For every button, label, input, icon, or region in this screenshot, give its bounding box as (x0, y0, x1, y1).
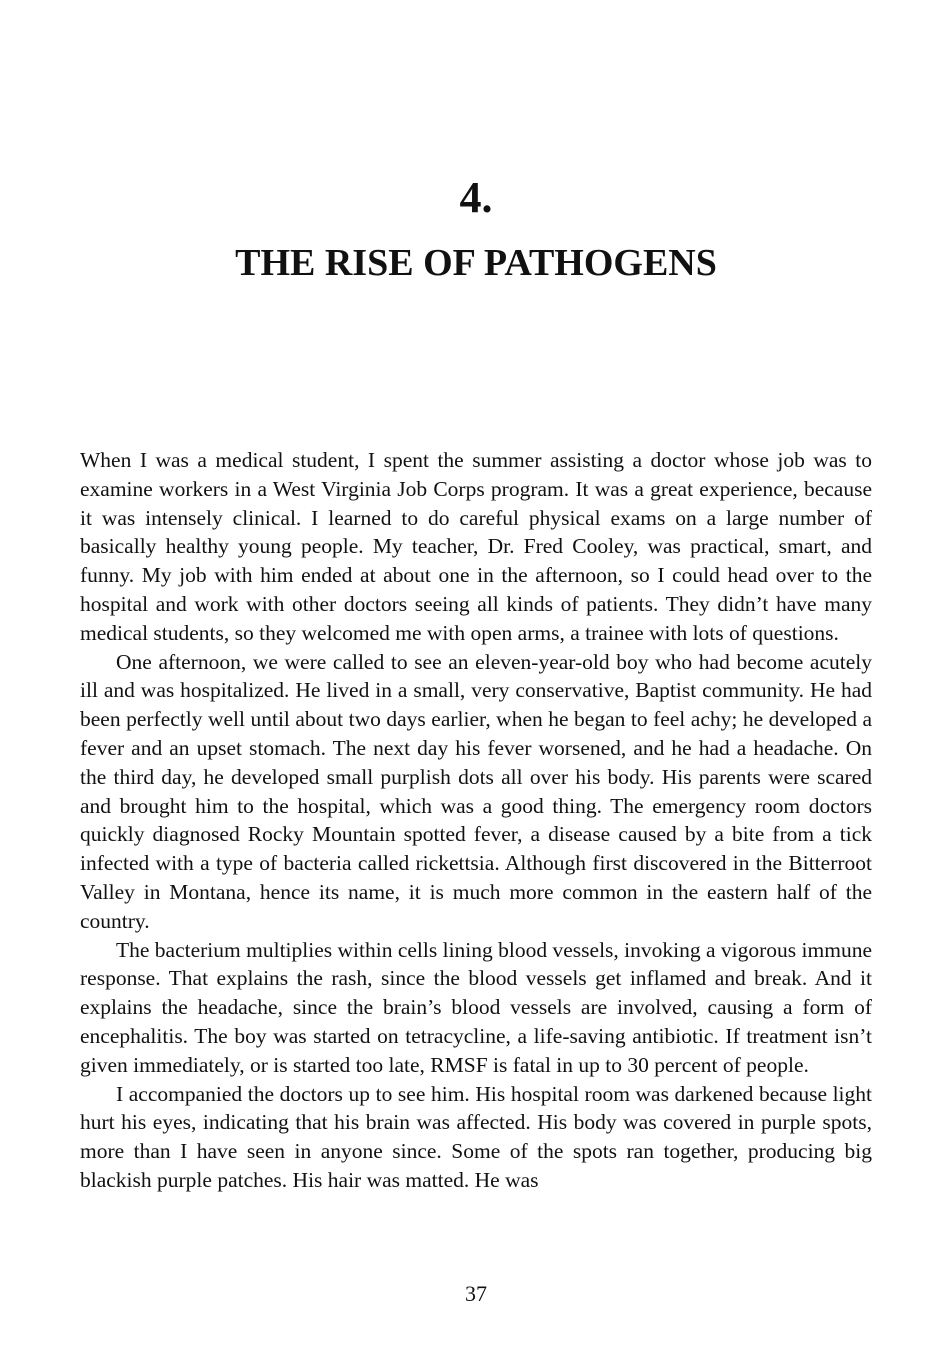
page-number: 37 (465, 1281, 487, 1306)
chapter-number: 4. (459, 173, 493, 222)
paragraph-1: When I was a medical student, I spent the summer assisting a doctor whose job was to examine workers in a West Virginia Job Corps program. It was a great experience, because it was intensely clinical. I learned to do careful physical exams on a large number of basically healthy young people. My teacher, Dr. Fred Cooley, was practical, smart, and funny. My job with him ended at about one in the afternoon, so I could head over to the hospital and work with other doctors seeing all kinds of patients. They didn’t have many medical students, so they welcomed me with open arms, a trainee with lots of questions. (80, 448, 872, 645)
paragraph-4: I accompanied the doctors up to see him. His hospital room was darkened because light hurt his eyes, indicating that his brain was affected. His body was covered in purple spots, more than I have seen in anyone since. Some of the spots ran together, producing big blackish purple patches. His hair was matted. He was (80, 1081, 872, 1192)
body-text (80, 446, 872, 1195)
paragraph-2: One afternoon, we were called to see an eleven-year-old boy who had become acutely ill and was hospitalized. He lived in a small, very conservative, Baptist community. He had been perfectly well until about two days earlier, when he began to feel achy; he developed a fever and an upset stomach. The next day his fever worsened, and he had a headache. On the third day, he developed small purplish dots all over his body. His parents were scared and brought him to the hospital, which was a good thing. The emergency room doctors quickly diagnosed Rocky Mountain spotted fever, a disease caused by a bite from a tick infected with a type of bacteria called rickettsia. Although first discovered in the Bitterroot Valley in Montana, hence its name, it is much more common in the eastern half of the country. (80, 649, 872, 933)
chapter-title: THE RISE OF PATHOGENS (235, 242, 717, 284)
paragraph-3: The bacterium multiplies within cells lining blood vessels, invoking a vigorous immune response. That explains the rash, since the blood vessels get inflamed and break. And it explains the headache, since the brain’s blood vessels are involved, causing a form of encephalitis. The boy was started on tetracycline, a life-saving antibiotic. If treatment isn’t given immediately, or is started too late, RMSF is fatal in up to 30 percent of people. (80, 937, 872, 1077)
